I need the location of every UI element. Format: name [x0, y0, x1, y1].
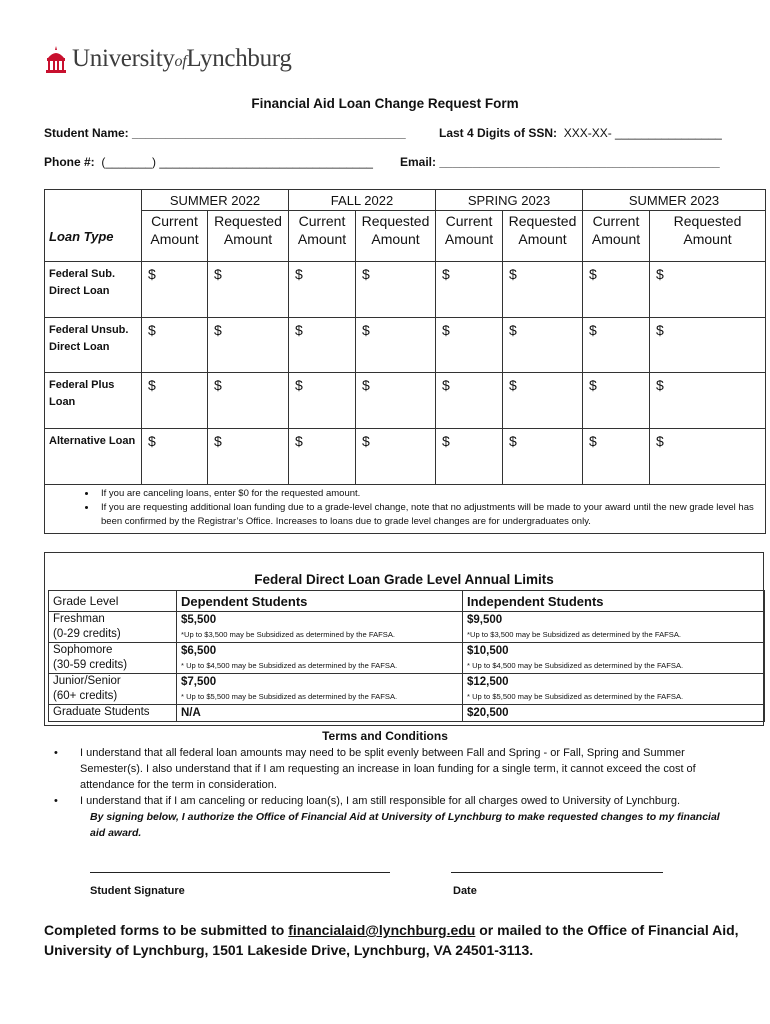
grade-level: Sophomore [53, 644, 113, 656]
amount-cell[interactable]: $ [650, 373, 766, 429]
limits-table [48, 590, 765, 722]
current-amount-header: Current Amount [583, 211, 650, 262]
amount-cell[interactable]: $ [142, 373, 208, 429]
requested-amount-header: Requested Amount [356, 211, 436, 262]
subsidy-note: *Up to $3,500 may be Subsidized as determined by the FAFSA. [467, 630, 682, 639]
credit-range: (60+ credits) [53, 690, 118, 702]
current-amount-header: Current Amount [436, 211, 503, 262]
amount-cell[interactable]: $ [208, 262, 289, 318]
notes-list [51, 487, 759, 529]
limits-title: Federal Direct Loan Grade Level Annual Limits [254, 572, 554, 587]
amount-cell[interactable]: $ [436, 262, 503, 318]
student-signature-label: Student Signature [90, 885, 185, 897]
grade-level: Junior/Senior [53, 675, 121, 687]
term-header: FALL 2022 [289, 190, 436, 211]
term-header: SUMMER 2022 [142, 190, 289, 211]
table-row [45, 429, 766, 485]
subsidy-note: * Up to $5,500 may be Subsidized as determined by the FAFSA. [467, 692, 684, 701]
dependent-limit: N/A [181, 707, 201, 719]
amount-cell[interactable]: $ [142, 262, 208, 318]
loan-type-label: Alternative Loan [45, 429, 142, 485]
loan-type-header-cell [45, 190, 142, 262]
amount-cell[interactable]: $ [583, 262, 650, 318]
amount-cell[interactable]: $ [208, 318, 289, 373]
amount-cell[interactable]: $ [356, 262, 436, 318]
list-item: • If you are requesting additional loan funding due to a grade-level change, note that no adjustments will be made to your award until the new grade level has been confirmed by the Registrar’s Office. Increases to loans due to grade level changes are for undergraduates only. [97, 501, 759, 529]
bullet-icon: • [54, 747, 58, 759]
student-name-field[interactable]: Student Name: _________________________________________ [44, 126, 406, 140]
dependent-limit: $7,500 [181, 676, 217, 688]
loan-type-label: Federal Plus Loan [45, 373, 142, 429]
amount-cell[interactable]: $ [503, 318, 583, 373]
credit-range: (0-29 credits) [53, 628, 121, 640]
ssn-field[interactable]: Last 4 Digits of SSN: XXX-XX- ________________ [439, 126, 722, 140]
amount-cell[interactable]: $ [208, 429, 289, 485]
independent-limit: $12,500 [467, 676, 509, 688]
amount-cell[interactable]: $ [436, 373, 503, 429]
term-header: SPRING 2023 [436, 190, 583, 211]
loan-type-label: Federal Sub. Direct Loan [45, 262, 142, 318]
university-logo [44, 44, 292, 74]
credit-range: (30-59 credits) [53, 659, 128, 671]
requested-amount-header: Requested Amount [503, 211, 583, 262]
amount-cell[interactable]: $ [503, 373, 583, 429]
subsidy-note: * Up to $4,500 may be Subsidized as determined by the FAFSA. [467, 661, 684, 670]
student-signature-line[interactable] [90, 872, 390, 873]
university-name: UniversityofLynchburg [72, 45, 292, 72]
submission-instructions: Completed forms to be submitted to financialaid@lynchburg.edu or mailed to the Office of Financial Aid, University of Lynchburg, 1501 Lakeside Drive, Lynchburg, VA 24501-3113. [44, 922, 739, 958]
amount-cell[interactable]: $ [208, 373, 289, 429]
amount-cell[interactable]: $ [142, 318, 208, 373]
list-item: • If you are canceling loans, enter $0 for the requested amount. [97, 487, 759, 501]
list-item: • I understand that all federal loan amounts may need to be split evenly between Fall and Spring - or Fall, Spring and Summer Semester(s). I also understand that if I am requesting an increase in loan funding for a single term, it cannot exceed the cost of attendance for the term in consideration. [54, 747, 696, 791]
table-row [49, 674, 765, 705]
authorization-statement: By signing below, I authorize the Office of Financial Aid at University of Lynchburg to make requested changes to my financial aid award. [90, 811, 720, 839]
amount-cell[interactable]: $ [583, 318, 650, 373]
amount-cell[interactable]: $ [356, 318, 436, 373]
amount-cell[interactable]: $ [650, 262, 766, 318]
amount-cell[interactable]: $ [289, 373, 356, 429]
financial-aid-email-link[interactable]: financialaid@lynchburg.edu [288, 922, 476, 938]
subsidy-note: *Up to $3,500 may be Subsidized as determined by the FAFSA. [181, 630, 396, 639]
independent-limit: $10,500 [467, 645, 509, 657]
amount-cell[interactable]: $ [289, 429, 356, 485]
amount-cell[interactable]: $ [650, 318, 766, 373]
term-header: SUMMER 2023 [583, 190, 766, 211]
grade-level-header: Grade Level [49, 591, 177, 612]
amount-cell[interactable]: $ [356, 373, 436, 429]
terms-list [54, 745, 724, 841]
loan-type-header: Loan Type [49, 228, 114, 244]
amount-cell[interactable]: $ [503, 262, 583, 318]
amount-cell[interactable]: $ [436, 429, 503, 485]
table-row [49, 612, 765, 643]
table-row [45, 318, 766, 373]
amount-cell[interactable]: $ [650, 429, 766, 485]
amount-cell[interactable]: $ [289, 262, 356, 318]
email-field[interactable]: Email: __________________________________________ [400, 155, 720, 169]
cupola-logo-icon [44, 44, 68, 74]
list-item: • I understand that if I am canceling or reducing loan(s), I am still responsible for all charges owed to University of Lynchburg. [54, 795, 680, 807]
amount-cell[interactable]: $ [436, 318, 503, 373]
amount-cell[interactable]: $ [583, 373, 650, 429]
phone-field[interactable]: Phone #: (_______) ________________________________ [44, 155, 373, 169]
independent-limit: $20,500 [467, 707, 509, 719]
grade-level: Graduate Students [49, 705, 177, 722]
independent-header: Independent Students [463, 591, 765, 612]
amount-cell[interactable]: $ [356, 429, 436, 485]
table-row [45, 262, 766, 318]
independent-limit: $9,500 [467, 614, 503, 626]
dependent-limit: $6,500 [181, 645, 217, 657]
amount-cell[interactable]: $ [142, 429, 208, 485]
subsidy-note: * Up to $4,500 may be Subsidized as determined by the FAFSA. [181, 661, 398, 670]
table-row [49, 705, 765, 722]
bullet-icon: • [54, 795, 58, 807]
amount-cell[interactable]: $ [583, 429, 650, 485]
table-row [45, 373, 766, 429]
form-title: Financial Aid Loan Change Request Form [251, 96, 519, 111]
dependent-limit: $5,500 [181, 614, 217, 626]
grade-level: Freshman [53, 613, 105, 625]
requested-amount-header: Requested Amount [208, 211, 289, 262]
amount-cell[interactable]: $ [289, 318, 356, 373]
table-notes-row [45, 485, 766, 534]
amount-cell[interactable]: $ [503, 429, 583, 485]
date-line[interactable] [451, 872, 663, 873]
date-label: Date [453, 885, 477, 897]
table-row [49, 643, 765, 674]
current-amount-header: Current Amount [289, 211, 356, 262]
loan-change-table [44, 189, 766, 534]
current-amount-header: Current Amount [142, 211, 208, 262]
loan-type-label: Federal Unsub. Direct Loan [45, 318, 142, 373]
subsidy-note: * Up to $5,500 may be Subsidized as determined by the FAFSA. [181, 692, 398, 701]
terms-title: Terms and Conditions [322, 729, 448, 743]
dependent-header: Dependent Students [177, 591, 463, 612]
requested-amount-header: Requested Amount [650, 211, 766, 262]
